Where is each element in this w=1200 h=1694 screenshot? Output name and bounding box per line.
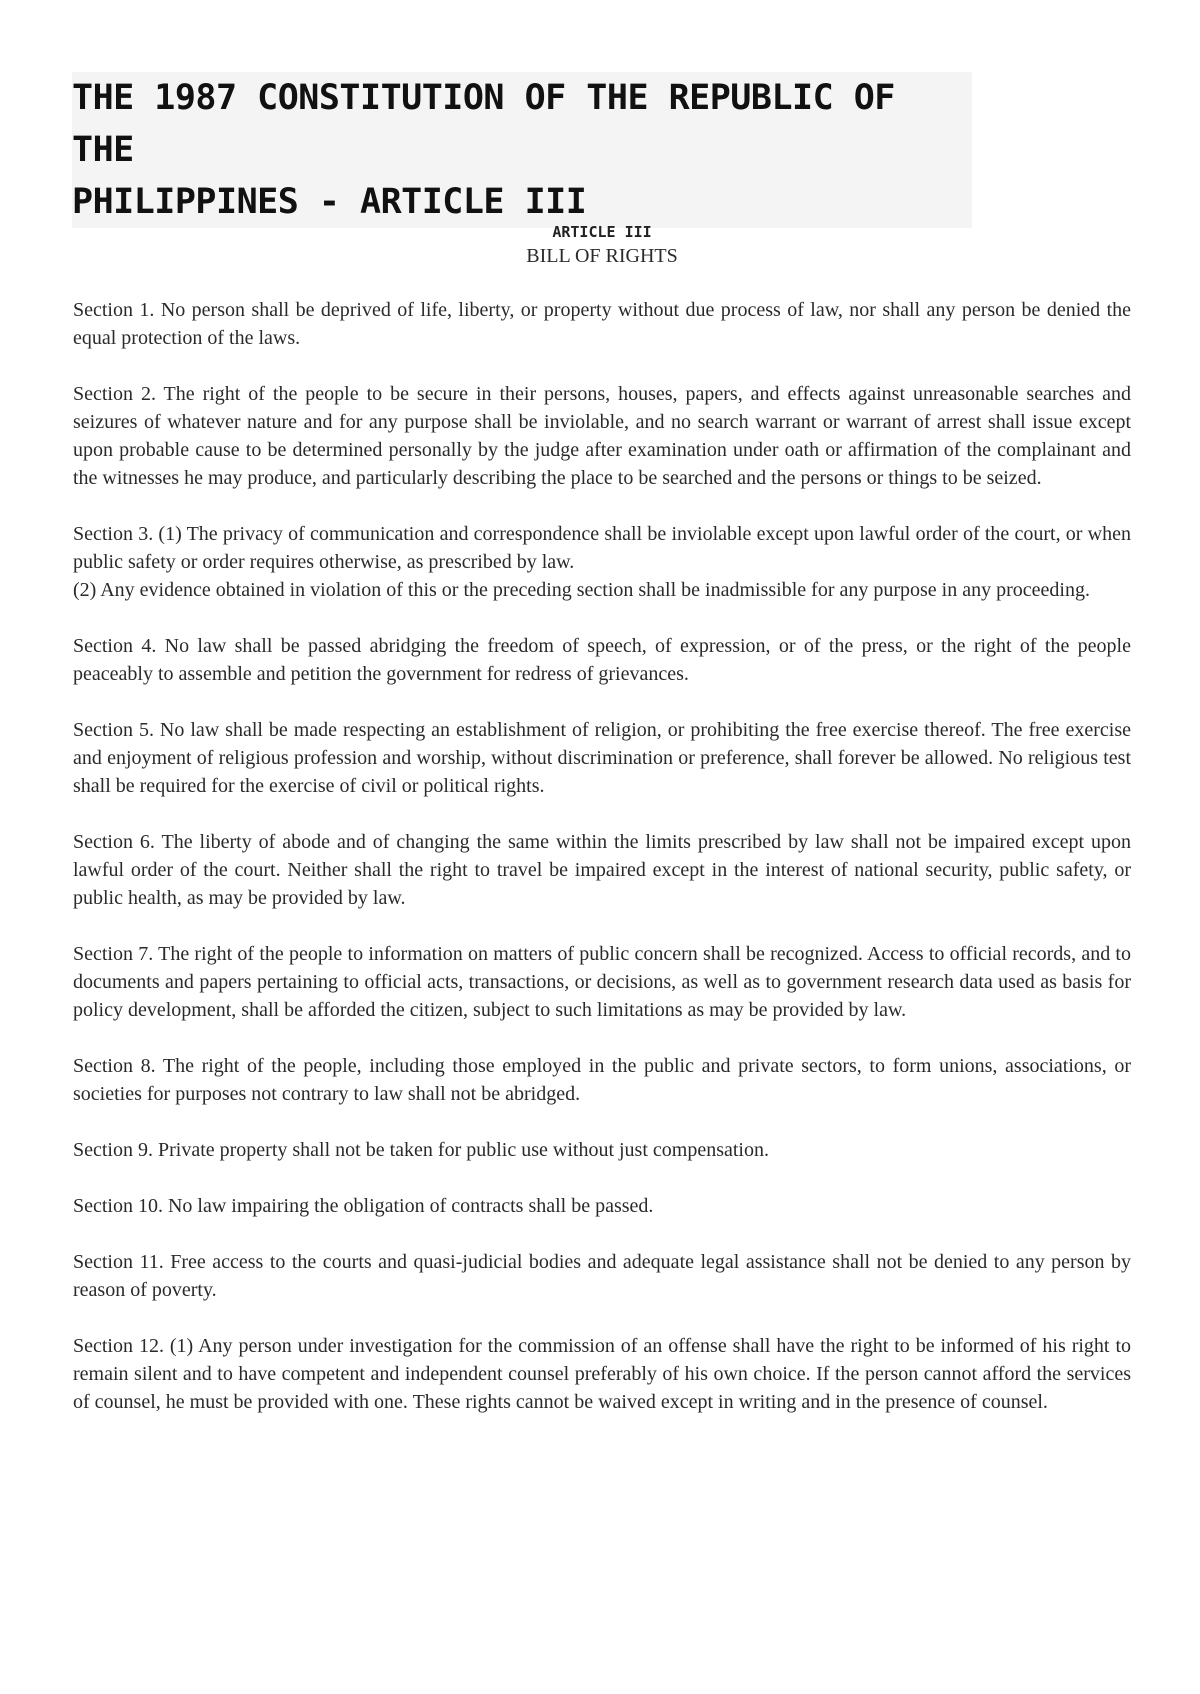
section-12: Section 12. (1) Any person under investigation for the commission of an offense shall have the right to be informed of his right to remain silent and to have competent and independent counsel preferably of his own choice. If the person cannot afford the services of counsel, he must be provided with one. These rights cannot be waived except in writing and in the presence of counsel. (73, 1335, 1131, 1413)
section-4: Section 4. No law shall be passed abridging the freedom of speech, of expression, or of the press, or the right of the people peaceably to assemble and petition the government for redress of grievances. (73, 635, 1131, 685)
document-title (72, 72, 972, 228)
section-3-paragraph-1: Section 3. (1) The privacy of communication and correspondence shall be inviolable except upon lawful order of the court, or when public safety or order requires otherwise, as prescribed by law. (73, 523, 1131, 573)
article-heading: BILL OF RIGHTS (526, 245, 678, 267)
document-title-line-1: THE 1987 CONSTITUTION OF THE REPUBLIC OF THE (72, 78, 895, 170)
section-8: Section 8. The right of the people, including those employed in the public and private sectors, to form unions, associations, or societies for purposes not contrary to law shall not be abridged. (73, 1055, 1131, 1105)
section-3-paragraph-2: (2) Any evidence obtained in violation of this or the preceding section shall be inadmissible for any purpose in any proceeding. (73, 579, 1090, 601)
section-6: Section 6. The liberty of abode and of changing the same within the limits prescribed by law shall not be impaired except upon lawful order of the court. Neither shall the right to travel be impaired except in the interest of national security, public safety, or public health, as may be provided by law. (73, 831, 1131, 909)
section-10: Section 10. No law impairing the obligation of contracts shall be passed. (73, 1195, 654, 1217)
section-2: Section 2. The right of the people to be secure in their persons, houses, papers, and effects against unreasonable searches and seizures of whatever nature and for any purpose shall be inviolable, and no search warrant or warrant of arrest shall issue except upon probable cause to be determined personally by the judge after examination under oath or affirmation of the complainant and the witnesses he may produce, and particularly describing the place to be searched and the persons or things to be seized. (73, 383, 1131, 489)
section-1: Section 1. No person shall be deprived of life, liberty, or property without due process of law, nor shall any person be denied the equal protection of the laws. (73, 299, 1131, 349)
article-label: ARTICLE III (552, 223, 652, 241)
section-11: Section 11. Free access to the courts and quasi-judicial bodies and adequate legal assistance shall not be denied to any person by reason of poverty. (73, 1251, 1131, 1301)
document-body (73, 222, 1131, 1444)
section-7: Section 7. The right of the people to information on matters of public concern shall be recognized. Access to official records, and to documents and papers pertaining to official acts, transactions, or decisions, as well as to government research data used as basis for policy development, shall be afforded the citizen, subject to such limitations as may be provided by law. (73, 943, 1131, 1021)
section-9: Section 9. Private property shall not be taken for public use without just compensation. (73, 1139, 769, 1161)
section-5: Section 5. No law shall be made respecting an establishment of religion, or prohibiting the free exercise thereof. The free exercise and enjoyment of religious profession and worship, without discrimination or preference, shall forever be allowed. No religious test shall be required for the exercise of civil or political rights. (73, 719, 1131, 797)
document-title-line-2: PHILIPPINES - ARTICLE III (72, 182, 587, 222)
